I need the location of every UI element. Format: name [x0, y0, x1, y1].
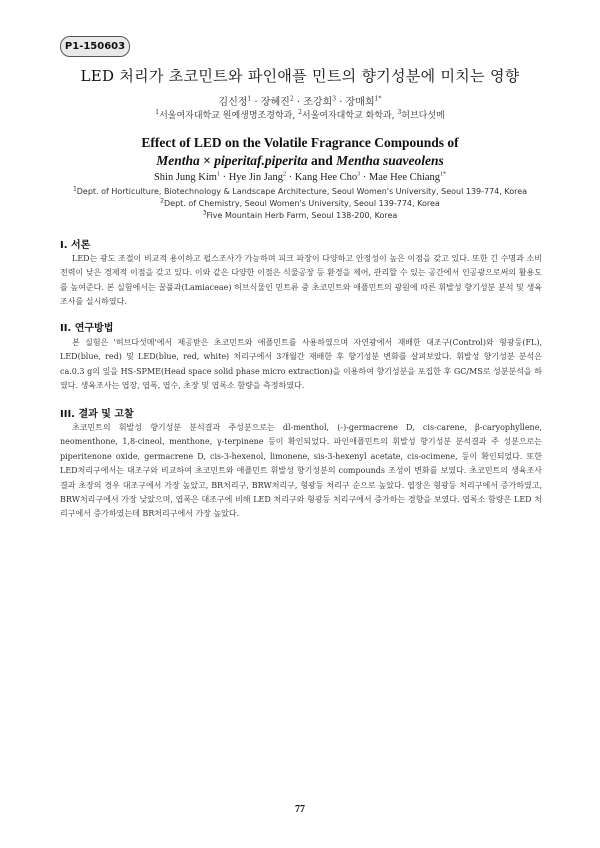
and-word: and	[307, 153, 337, 168]
korean-author-sup: 3	[332, 95, 337, 103]
section-heading-results: III. 결과 및 고찰	[60, 409, 134, 420]
author-separator: ·	[285, 172, 295, 183]
korean-affiliation: 서울여자대학교 화학과,	[301, 111, 395, 121]
english-affiliation-text: Dept. of Chemistry, Seoul Women's University, Seoul 139-774, Korea	[164, 199, 440, 208]
korean-affiliation: 서울여자대학교 원예생명조경학과,	[159, 111, 296, 121]
author-separator: ·	[219, 172, 229, 183]
english-affiliation-1	[0, 187, 600, 196]
korean-author-sup: 1	[247, 95, 252, 103]
english-affiliation-text: Dept. of Horticulture, Biotechnology & Landscape Architecture, Seoul Women's University, Seoul 139-774, Korea	[76, 187, 528, 196]
english-author: Kang Hee Cho	[294, 172, 358, 183]
english-author-sup: 2	[282, 171, 286, 178]
author-separator: ·	[336, 97, 346, 108]
section-paragraph-methods: 본 실험은 '허브다섯메'에서 제공받은 초코민트와 애플민트를 사용하였으며 자연광에서 재배한 대조구(Control)와 형광등(FL), LED(blue, red) 및 LED(blue, red, white) 처리구에서 3개월간 재배한 후 향기성분 변화를 살펴보았다. 휘발성 향기성분 분석은 ca.0.3 g의 잎을 HS-SPME(Head space solid phase micro extraction)을 이용하여 향기성분을 포집한 후 GC/MS로 성분분석을 하였다. 생육조사는 엽장, 엽폭, 엽수, 초장 및 엽록소 함량을 측정하였다.	[60, 338, 542, 391]
section-paragraph-introduction: LED는 광도 조절이 비교적 용이하고 펄스조사가 가능하며 피크 파장이 다양하고 안정성이 높은 이점을 갖고 있다. 또한 긴 수명과 소비전력이 낮은 경제적 이점을 갖고 있다. 이와 같은 다양한 이점은 식물공장 등 환경을 제어, 관리할 수 있는 공간에서 인공광으로써의 활용도를 높여준다. 본 실험에서는 꿀풀과(Lamiaceae) 허브식물인 민트류 중 초코민트와 애플민트의 광원에 따른 휘발성 향기성분 분석 및 생육조사를 실시하였다.	[60, 254, 542, 307]
english-affiliation-3	[0, 211, 600, 220]
korean-author: 장매희	[345, 97, 375, 108]
abstract-code-tag: P1-150603	[60, 36, 130, 57]
korean-author-sup: 2	[289, 95, 294, 103]
english-author-sup: 1*	[440, 171, 447, 178]
korean-author: 장혜진	[260, 97, 290, 108]
cross-symbol: ×	[199, 153, 215, 168]
author-separator: ·	[293, 97, 304, 108]
english-author-sup: 3	[357, 171, 361, 178]
english-title-line2	[0, 153, 600, 169]
species-name: piperitaf.piperita	[214, 153, 308, 168]
korean-affiliation: 허브다섯메	[401, 111, 445, 121]
korean-author: 조강희	[303, 97, 333, 108]
english-affiliation-text: Five Mountain Herb Farm, Seoul 138-200, Korea	[206, 211, 398, 220]
english-author: Mae Hee Chiang	[368, 172, 441, 183]
korean-authors	[0, 93, 600, 108]
affil-sup: 2	[298, 109, 302, 116]
author-separator: ·	[360, 172, 369, 183]
author-separator: ·	[251, 97, 261, 108]
page-number: 77	[295, 804, 305, 815]
affil-sup: 1	[155, 109, 160, 116]
species-name: Mentha	[156, 153, 200, 168]
section-heading-introduction: I. 서론	[60, 240, 91, 251]
affil-sup: 3	[202, 209, 207, 217]
section-paragraph-results: 초코민트의 휘발성 향기성분 분석결과 주성분으로는 dl-menthol, (-)-germacrene D, cis-carene, β-caryophyllene, neomenthone, 1,8-cineol, menthone, γ-terpinene 등이 확인되었다. 파인애플민트의 휘발성 향기성분 분석결과 주 성분으로는 piperitenone oxide, germacrene D, cis-3-hexenol, limonene, sis-3-hexenyl acetate, cis-ocimene, 등이 확인되었다. 또한 LED처리구에서는 대조구와 비교하여 초코민트와 애플민트 휘발성 향기성분의 compounds 조성이 변화를 보였다. 초코민트의 생육조사 결과 초장의 경우 대조구에서 가장 높았고, BR처리구, BRW처리구, 형광등 처리구 순으로 높았다. 엽장은 형광등 처리구에서 증가하였고, BRW처리구에서 가장 낮았으며, 엽폭은 대조구에 비해 LED 처리구와 형광등 처리구에서 증가하는 경향을 보였다. 엽록소 함량은 LED 처리구에서 증가하였는데 BR처리구에서 가장 높았다.	[60, 423, 542, 519]
affil-sup: 2	[160, 197, 165, 205]
english-author: Shin Jung Kim	[153, 172, 217, 183]
korean-author-sup: 1*	[374, 95, 382, 103]
english-title-line1: Effect of LED on the Volatile Fragrance Compounds of	[141, 135, 459, 150]
korean-title: LED 처리가 초코민트와 파인애플 민트의 향기성분에 미치는 영향	[80, 67, 520, 85]
korean-author: 김신정	[218, 97, 248, 108]
section-heading-methods: II. 연구방법	[60, 323, 114, 334]
english-authors	[0, 172, 600, 183]
english-author-sup: 1	[216, 171, 220, 178]
korean-affiliations	[0, 108, 600, 121]
affil-sup: 3	[397, 109, 402, 116]
english-affiliation-2	[0, 199, 600, 208]
affil-sup: 1	[72, 185, 77, 193]
species-name: Mentha suaveolens	[336, 153, 444, 168]
english-author: Hye Jin Jang	[228, 172, 283, 183]
